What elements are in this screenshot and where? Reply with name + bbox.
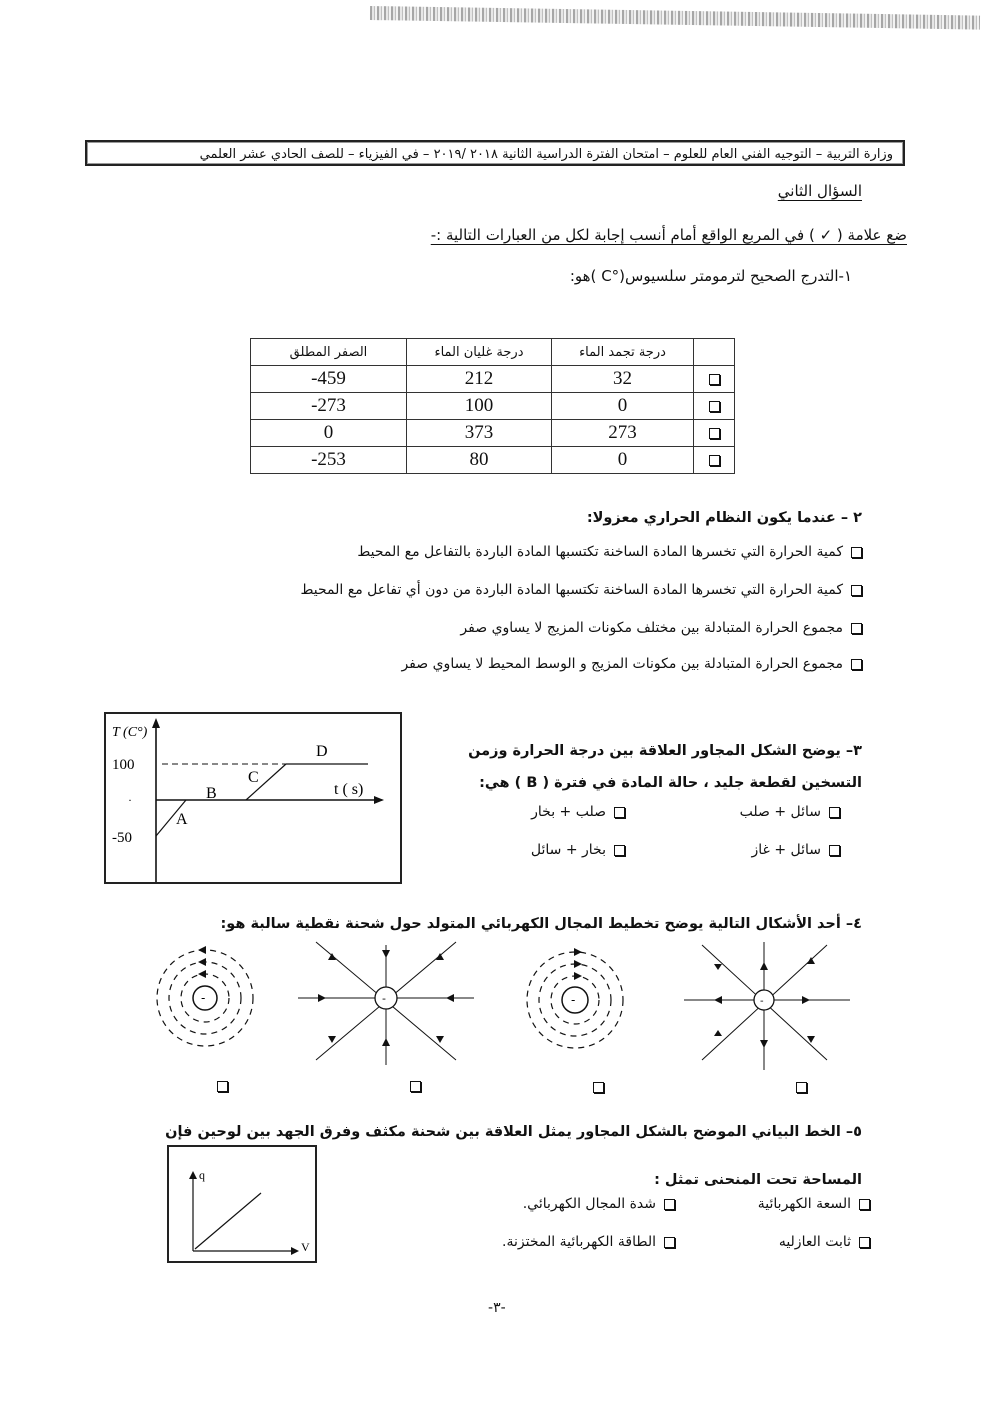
option-label: مجموع الحرارة المتبادلة بين مختلف مكونات المزيج لا يساوي صفر <box>460 620 843 636</box>
table-row <box>251 447 735 474</box>
absolute-zero-cell: -273 <box>251 393 407 420</box>
scan-artifact <box>370 6 980 30</box>
svg-text:B: B <box>206 785 217 802</box>
option-label: كمية الحرارة التي تخسرها المادة الساخنة تكتسبها المادة الباردة من دون أي تفاعل مع المحيط <box>300 582 843 598</box>
svg-text:q: q <box>199 1168 205 1182</box>
q4-option-2-checkbox[interactable] <box>410 1081 421 1092</box>
col-freezing: درجة تجمد الماء <box>552 339 694 366</box>
q5-option-3[interactable] <box>779 1234 870 1250</box>
q2-option-3[interactable] <box>460 620 862 636</box>
option-label: كمية الحرارة التي تخسرها المادة الساخنة تكتسبها المادة الباردة بالتفاعل مع المحيط <box>357 544 843 560</box>
col-boiling: درجة غليان الماء <box>407 339 552 366</box>
boiling-cell: 373 <box>407 420 552 447</box>
answer-checkbox[interactable] <box>829 807 840 818</box>
field-figure-concentric-cw-icon <box>520 942 630 1052</box>
q3-option-4[interactable] <box>531 842 625 858</box>
temperature-time-graph <box>104 712 402 884</box>
option-label: الطاقة الكهربائية المختزنة. <box>502 1234 656 1250</box>
svg-text:-50: -50 <box>112 830 132 846</box>
table-row <box>251 420 735 447</box>
absolute-zero-cell: -459 <box>251 366 407 393</box>
svg-text:-: - <box>201 991 206 1005</box>
answer-checkbox[interactable] <box>859 1199 870 1210</box>
option-label: ثابت العازليه <box>778 1234 851 1250</box>
q3-option-3[interactable] <box>752 842 840 858</box>
charge-voltage-graph <box>167 1145 317 1263</box>
question-1-stem: ١-التدرج الصحيح لترمومتر سلسيوس(°C )هو: <box>569 267 852 285</box>
answer-checkbox[interactable] <box>614 845 625 856</box>
answer-checkbox[interactable] <box>709 401 720 412</box>
option-label: بخار + سائل <box>530 842 606 858</box>
answer-checkbox[interactable] <box>829 845 840 856</box>
q4-option-1-checkbox[interactable] <box>217 1081 228 1092</box>
answer-checkbox[interactable] <box>709 374 720 385</box>
q5-option-2[interactable] <box>523 1196 675 1212</box>
table-header-row <box>251 339 735 366</box>
option-label: سائل + غاز <box>751 842 821 858</box>
table-row <box>251 393 735 420</box>
option-label: صلب + بخار <box>531 804 606 820</box>
q2-option-2[interactable] <box>301 582 863 598</box>
answer-checkbox[interactable] <box>851 585 862 596</box>
q3-option-1[interactable] <box>740 804 840 820</box>
svg-text:100: 100 <box>112 757 135 773</box>
option-label: مجموع الحرارة المتبادلة بين مكونات المزيج و الوسط المحيط لا يساوي صفر <box>401 656 843 672</box>
answer-checkbox[interactable] <box>614 807 625 818</box>
col-absolute-zero: الصفر المطلق <box>251 339 407 366</box>
exam-header-banner <box>85 140 905 166</box>
q2-option-4[interactable] <box>401 656 862 672</box>
q5-options <box>440 1196 870 1256</box>
celsius-scale-table <box>250 338 735 474</box>
svg-text:A: A <box>176 811 188 828</box>
answer-checkbox[interactable] <box>851 547 862 558</box>
q-v-line-icon <box>169 1147 315 1261</box>
absolute-zero-cell: -253 <box>251 447 407 474</box>
answer-checkbox[interactable] <box>851 659 862 670</box>
svg-text:-: - <box>382 992 386 1005</box>
field-figure-radial-mixed-icon <box>682 940 852 1075</box>
answer-checkbox[interactable] <box>709 455 720 466</box>
q5-option-1[interactable] <box>758 1196 870 1212</box>
answer-checkbox[interactable] <box>859 1237 870 1248</box>
boiling-cell: 212 <box>407 366 552 393</box>
q4-option-4-checkbox[interactable] <box>796 1082 807 1093</box>
q4-option-3-checkbox[interactable] <box>593 1082 604 1093</box>
option-label: السعة الكهربائية <box>757 1196 851 1212</box>
page-number: -٣- <box>488 1300 506 1316</box>
svg-text:·: · <box>128 793 132 807</box>
question-4-stem: ٤– أحد الأشكال التالية يوضح تخطيط المجال الكهربائي المتولد حول شحنة نقطية سالبة هو: <box>220 916 862 932</box>
table-row <box>251 366 735 393</box>
freezing-cell: 32 <box>552 366 694 393</box>
question-3-stem: ٣– يوضح الشكل المجاور العلاقة بين درجة الحرارة وزمن التسخين لقطعة جليد ، حالة المادة في فترة ( B ) هي: <box>468 743 862 791</box>
svg-text:D: D <box>316 743 328 760</box>
answer-checkbox[interactable] <box>664 1199 675 1210</box>
freezing-cell: 0 <box>552 393 694 420</box>
q5-option-4[interactable] <box>502 1234 675 1250</box>
svg-text:V: V <box>301 1240 310 1254</box>
header-text: وزارة التربية – التوجيه الفني العام للعلوم – امتحان الفترة الدراسية الثانية ٢٠١٨ /٢٠١٩ – في الفيزياء – للصف الحادي عشر العلمي <box>199 147 893 162</box>
q3-options <box>500 804 840 864</box>
answer-checkbox[interactable] <box>664 1237 675 1248</box>
boiling-cell: 80 <box>407 447 552 474</box>
svg-text:T (C°): T (C°) <box>112 725 148 740</box>
freezing-cell: 0 <box>552 447 694 474</box>
svg-text:-: - <box>760 996 764 1007</box>
option-label: شدة المجال الكهربائي. <box>522 1196 656 1212</box>
field-figure-concentric-ccw-icon <box>150 940 260 1050</box>
section-title: السؤال الثاني <box>777 182 862 200</box>
q3-option-2[interactable] <box>531 804 625 820</box>
q2-option-1[interactable] <box>357 544 862 560</box>
question-5-stem: ٥– الخط البياني الموضح بالشكل المجاور يمثل العلاقة بين شحنة مكثف وفرق الجهد بين لوحين فإن المساحة تحت المنحنى تمثل : <box>165 1124 862 1188</box>
option-label: سائل + صلب <box>739 804 821 820</box>
question-2-stem: ٢ – عندما يكون النظام الحراري معزولا: <box>586 510 862 526</box>
svg-text:t ( s): t ( s) <box>334 781 364 798</box>
field-figure-radial-inward-icon <box>296 940 476 1070</box>
answer-checkbox[interactable] <box>851 623 862 634</box>
svg-text:-: - <box>571 993 576 1007</box>
absolute-zero-cell: 0 <box>251 420 407 447</box>
svg-text:C: C <box>248 769 259 786</box>
boiling-cell: 100 <box>407 393 552 420</box>
answer-checkbox[interactable] <box>709 428 720 439</box>
heating-curve-icon <box>106 714 400 882</box>
col-checkbox <box>694 339 735 366</box>
section-instruction: ضع علامة ( ✓ ) في المربع الواقع أمام أنسب إجابة لكل من العبارات التالية :- <box>430 226 907 244</box>
freezing-cell: 273 <box>552 420 694 447</box>
